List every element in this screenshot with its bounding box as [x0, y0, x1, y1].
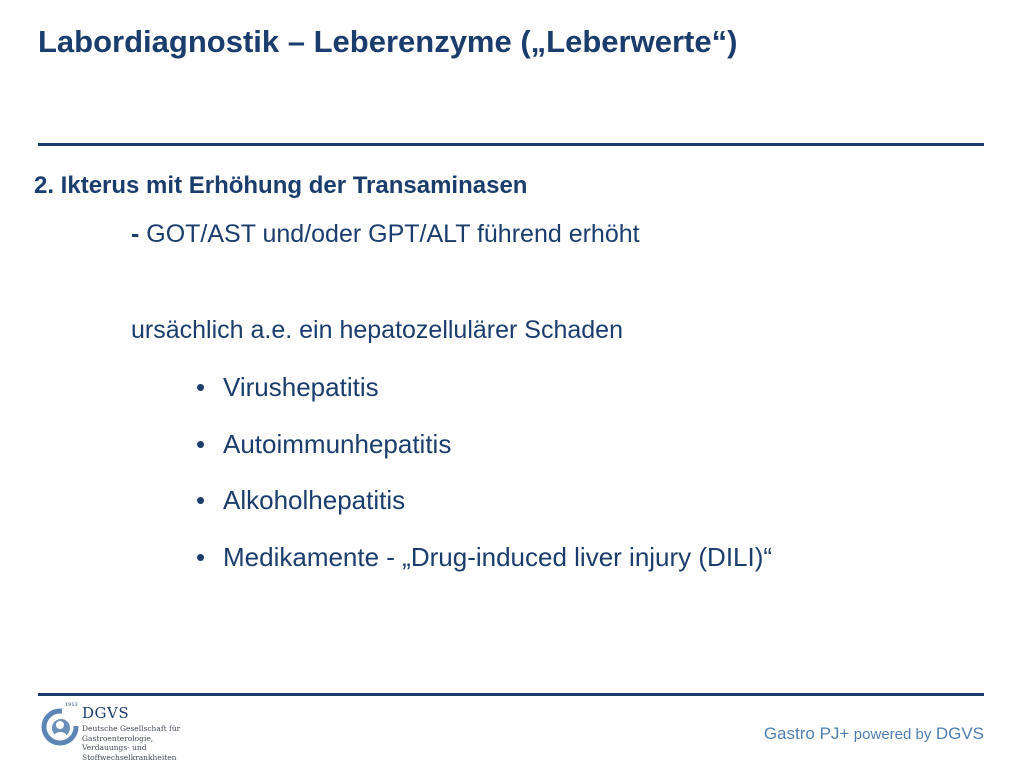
title-divider [38, 143, 984, 146]
logo-subtitle-line: Verdauungs- und [82, 743, 147, 752]
logo-name: DGVS [82, 704, 130, 722]
footer-divider [38, 693, 984, 696]
logo-subtitle-line: Deutsche Gesellschaft für [82, 724, 181, 733]
list-item [196, 372, 772, 429]
bullet-icon: • [196, 428, 206, 459]
logo-subtitle-line: Stoffwechselkrankheiten [82, 752, 177, 762]
section-heading: 2. Ikterus mit Erhöhung der Transaminasen [34, 172, 528, 199]
list-item [196, 429, 772, 486]
bullet-text: Virushepatitis [223, 372, 379, 402]
list-item [196, 485, 772, 542]
bullet-icon: • [196, 372, 206, 402]
sub-line [131, 220, 640, 249]
dgvs-logo-icon [40, 706, 80, 746]
bullet-text: Alkoholhepatitis [223, 485, 406, 515]
tagline-brand: DGVS [935, 724, 984, 743]
sub-line-text: GOT/AST und/oder GPT/ALT führend erhöht [139, 220, 640, 248]
list-item [196, 542, 772, 599]
tagline-powered-by: powered by [853, 726, 932, 743]
sub-line-dash: - [131, 220, 140, 248]
bullet-icon: • [196, 541, 206, 572]
tagline-main: Gastro PJ+ [763, 724, 850, 743]
bullet-text: Medikamente - „Drug-induced liver injury (DILI)“ [223, 541, 773, 572]
logo-subtitle-line: Gastroenterologie, [82, 733, 154, 743]
cause-bullet-list [196, 372, 772, 598]
cause-line: ursächlich a.e. ein hepatozellulärer Schaden [131, 316, 623, 344]
dgvs-logo [40, 702, 180, 764]
logo-year: 1913 [65, 702, 78, 708]
slide-title: Labordiagnostik – Leberenzyme („Leberwerte“) [38, 24, 738, 59]
logo-subtitle [82, 724, 180, 762]
bullet-text: Autoimmunhepatitis [223, 428, 452, 459]
footer-tagline [764, 724, 984, 744]
bullet-icon: • [196, 485, 206, 515]
